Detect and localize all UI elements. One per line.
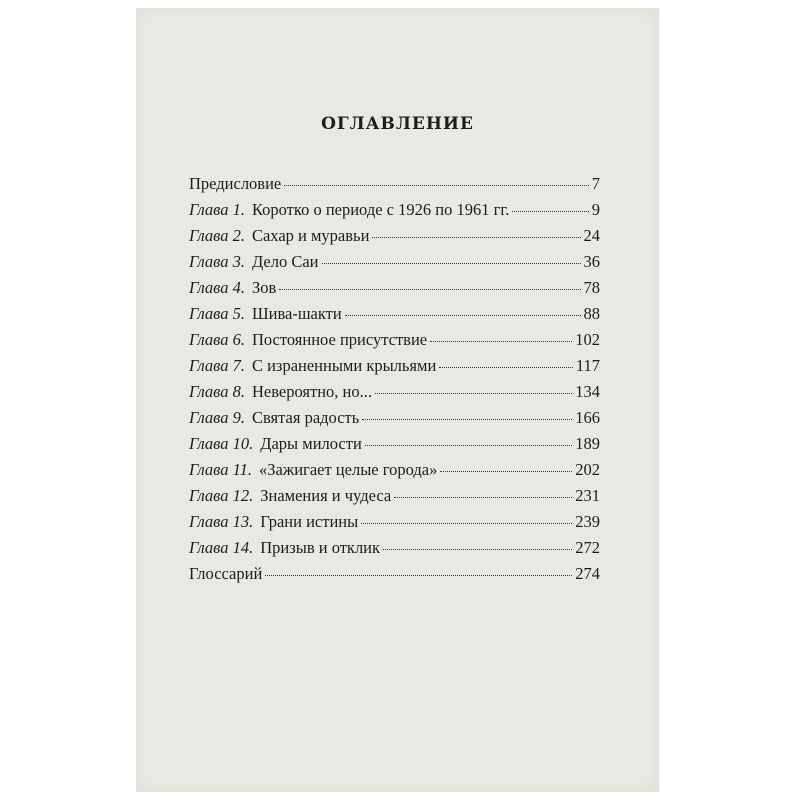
entry-title: Постоянное присутствие xyxy=(251,330,428,349)
dot-leader xyxy=(430,341,572,342)
page-number: 7 xyxy=(591,174,600,193)
dot-leader xyxy=(440,471,572,472)
chapter-label: Глава 13. xyxy=(189,512,254,531)
entry-title: «Зажигает целые города» xyxy=(258,460,438,479)
toc-entry xyxy=(189,356,600,382)
chapter-label: Глава 3. xyxy=(189,252,245,271)
chapter-label: Глава 11. xyxy=(189,460,252,479)
book-page xyxy=(136,8,659,792)
page-number: 239 xyxy=(575,512,600,531)
toc-entry xyxy=(189,486,600,512)
entry-title: Грани истины xyxy=(260,512,359,531)
entry-title: Коротко о периоде с 1926 по 1961 гг. xyxy=(251,200,510,219)
page-number: 78 xyxy=(583,278,600,297)
chapter-label: Глава 8. xyxy=(189,382,245,401)
page-number: 117 xyxy=(575,356,600,375)
entry-title: Сахар и муравьи xyxy=(251,226,370,245)
dot-leader xyxy=(394,497,572,498)
dot-leader xyxy=(362,419,572,420)
toc-title: ОГЛАВЛЕНИЕ xyxy=(321,114,474,134)
page-number: 231 xyxy=(575,486,600,505)
entry-title: Дело Саи xyxy=(251,252,319,271)
toc-entry xyxy=(189,382,600,408)
toc-entry xyxy=(189,512,600,538)
page-number: 202 xyxy=(575,460,600,479)
chapter-label: Глава 6. xyxy=(189,330,245,349)
entry-title: Дары милости xyxy=(260,434,362,453)
dot-leader xyxy=(361,523,572,524)
dot-leader xyxy=(322,263,581,264)
entry-title: Глоссарий xyxy=(189,564,263,583)
entry-title: Шива-шакти xyxy=(251,304,342,323)
chapter-label: Глава 5. xyxy=(189,304,245,323)
chapter-label: Глава 10. xyxy=(189,434,254,453)
dot-leader xyxy=(375,393,572,394)
dot-leader xyxy=(265,575,572,576)
toc-entry xyxy=(189,252,600,278)
page-number: 272 xyxy=(575,538,600,557)
entry-title: Святая радость xyxy=(251,408,360,427)
toc-entry xyxy=(189,200,600,226)
entry-title: Зов xyxy=(251,278,277,297)
toc-entry xyxy=(189,304,600,330)
entry-title: Невероятно, но... xyxy=(251,382,372,401)
entry-title: Призыв и отклик xyxy=(260,538,381,557)
toc-entry xyxy=(189,460,600,486)
toc-entry xyxy=(189,226,600,252)
chapter-label: Глава 7. xyxy=(189,356,245,375)
toc-entry xyxy=(189,434,600,460)
dot-leader xyxy=(279,289,580,290)
dot-leader xyxy=(383,549,572,550)
page-number: 102 xyxy=(575,330,600,349)
dot-leader xyxy=(372,237,580,238)
chapter-label: Глава 1. xyxy=(189,200,245,219)
chapter-label: Глава 4. xyxy=(189,278,245,297)
page-number: 88 xyxy=(583,304,600,323)
toc-list xyxy=(189,174,600,590)
entry-title: С израненными крыльями xyxy=(251,356,437,375)
entry-title: Предисловие xyxy=(189,174,282,193)
page-number: 36 xyxy=(583,252,600,271)
toc-entry xyxy=(189,564,600,590)
dot-leader xyxy=(365,445,572,446)
page-number: 134 xyxy=(575,382,600,401)
toc-entry xyxy=(189,174,600,200)
page-number: 189 xyxy=(575,434,600,453)
dot-leader xyxy=(512,211,588,212)
dot-leader xyxy=(439,367,573,368)
entry-title: Знамения и чудеса xyxy=(260,486,392,505)
page-number: 274 xyxy=(575,564,600,583)
toc-entry xyxy=(189,278,600,304)
toc-entry xyxy=(189,408,600,434)
page-number: 9 xyxy=(591,200,600,219)
chapter-label: Глава 9. xyxy=(189,408,245,427)
toc-entry xyxy=(189,538,600,564)
toc-entry xyxy=(189,330,600,356)
chapter-label: Глава 12. xyxy=(189,486,254,505)
page-number: 166 xyxy=(575,408,600,427)
chapter-label: Глава 2. xyxy=(189,226,245,245)
dot-leader xyxy=(345,315,581,316)
chapter-label: Глава 14. xyxy=(189,538,254,557)
dot-leader xyxy=(284,185,589,186)
page-number: 24 xyxy=(583,226,600,245)
